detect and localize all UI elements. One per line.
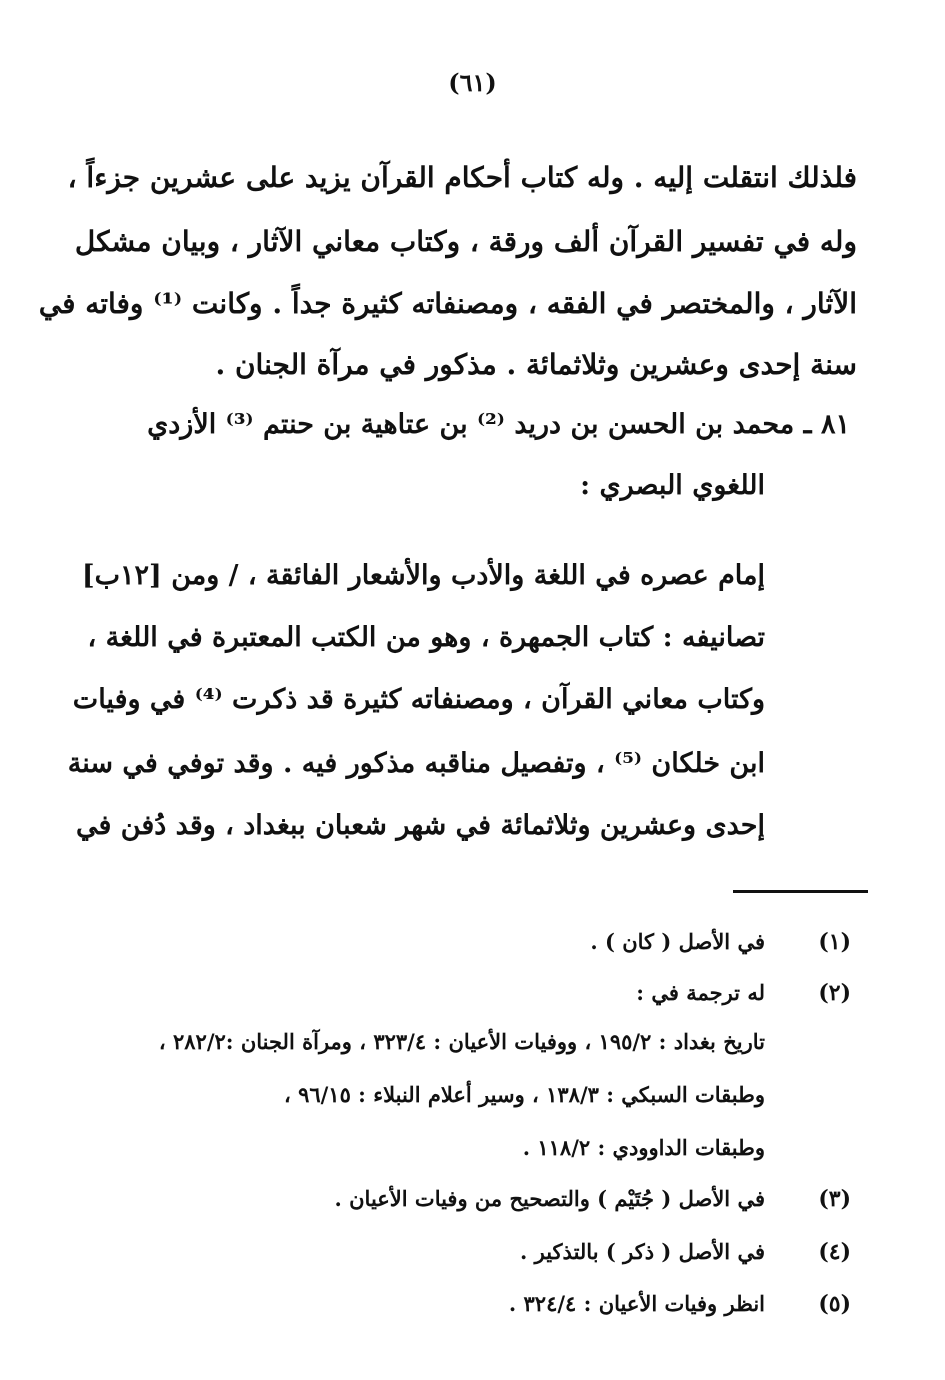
footnote-number-1: (١) (818, 929, 851, 955)
entry-line-3: وكتاب معاني القرآن ، ومصنفاته كثيرة قد ذكرت ⁽⁴⁾ في وفيات (72, 684, 765, 715)
footnote-text-1: في الأصل ( كان ) . (590, 929, 765, 954)
footnote-2-line-3: وطبقات السبكي : ١٣٨/٣ ، وسير أعلام النبلاء : ٩٦/١٥ ، (283, 1082, 765, 1107)
footnote-number-2: (٢) (818, 980, 851, 1006)
page-number: (٦١) (448, 68, 497, 97)
footnote-text-2: له ترجمة في : (636, 980, 765, 1005)
footnote-2-line-2: تاريخ بغداد : ١٩٥/٢ ، ووفيات الأعيان : ٣٢٣/٤ ، ومرآة الجنان :٢٨٢/٢ ، (158, 1029, 765, 1054)
entry-line-5: إحدى وعشرين وثلاثمائة في شهر شعبان ببغداد ، وقد دُفن في (75, 810, 765, 841)
entry-heading-continued: اللغوي البصري : (580, 470, 765, 501)
body-line-1: فلذلك انتقلت إليه . وله كتاب أحكام القرآن يزيد على عشرين جزءاً ، (67, 161, 857, 194)
footnote-text-3: في الأصل ( جُتَيْم ) والتصحيح من وفيات الأعيان . (334, 1186, 765, 1211)
footnote-text-4: في الأصل ( ذكر ) بالتذكير . (520, 1239, 765, 1264)
footnote-2-line-4: وطبقات الداوودي : ١١٨/٢ . (522, 1135, 765, 1160)
entry-line-2: تصانيفه : كتاب الجمهرة ، وهو من الكتب المعتبرة في اللغة ، (87, 622, 765, 653)
entry-heading: ٨١ ـ محمد بن الحسن بن دريد ⁽²⁾ بن عتاهية بن حنتم ⁽³⁾ الأزدي (147, 409, 850, 440)
entry-line-4: ابن خلكان ⁽⁵⁾ ، وتفصيل مناقبه مذكور فيه . وقد توفي في سنة (67, 748, 765, 779)
entry-line-1: إمام عصره في اللغة والأدب والأشعار الفائقة ، / ومن [١٢ب] (81, 560, 765, 591)
footnote-separator (733, 890, 868, 893)
body-line-2: وله في تفسير القرآن ألف ورقة ، وكتاب معاني الآثار ، وبيان مشكل (74, 225, 857, 258)
footnote-number-4: (٤) (818, 1239, 851, 1265)
body-line-3: الآثار ، والمختصر في الفقه ، ومصنفاته كثيرة جداً . وكانت ⁽¹⁾ وفاته في (38, 287, 857, 320)
footnote-text-5: انظر وفيات الأعيان : ٣٢٤/٤ . (508, 1291, 765, 1316)
footnote-number-3: (٣) (818, 1186, 851, 1212)
body-line-4: سنة إحدى وعشرين وثلاثمائة . مذكور في مرآة الجنان . (215, 348, 857, 381)
footnote-number-5: (٥) (818, 1291, 851, 1317)
